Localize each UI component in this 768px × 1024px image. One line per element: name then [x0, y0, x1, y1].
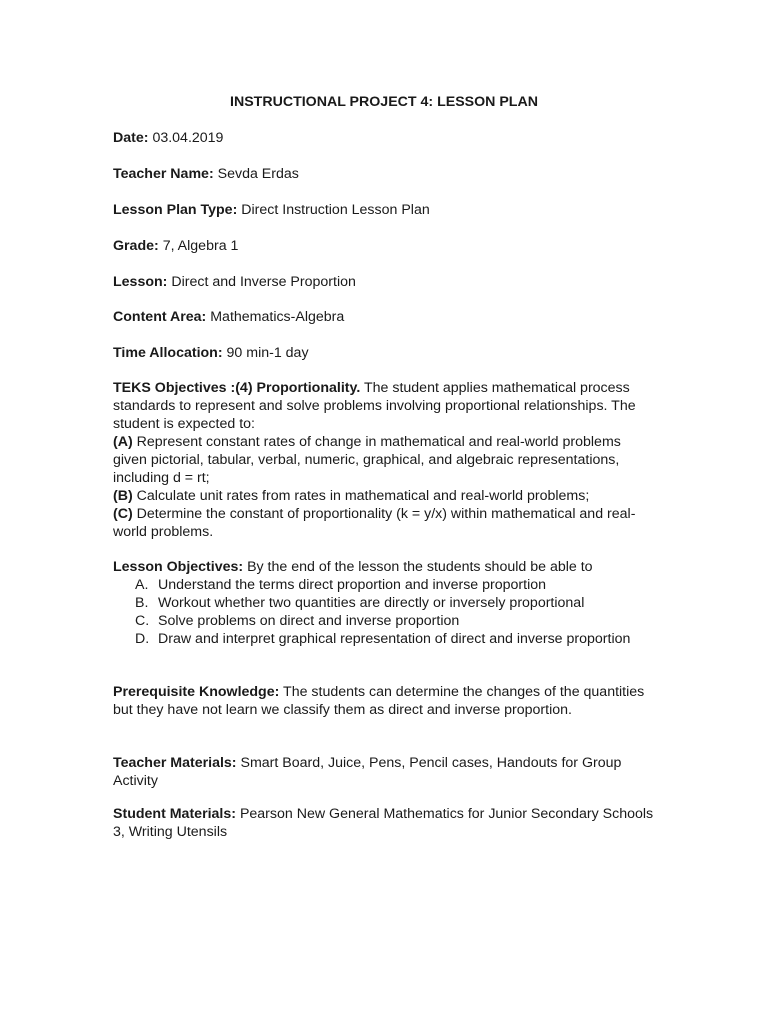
student-materials-section [113, 805, 658, 841]
teacher-materials-section [113, 754, 658, 790]
lesson-plan-type-line [113, 201, 658, 219]
list-item [113, 612, 658, 630]
list-item-text: Draw and interpret graphical representation of direct and inverse proportion [158, 631, 631, 647]
document-title: INSTRUCTIONAL PROJECT 4: LESSON PLAN [230, 94, 538, 110]
teacher-name-line [113, 165, 658, 183]
content-area-label: Content Area: [113, 309, 207, 325]
teks-item-text: Calculate unit rates from rates in mathematical and real-world problems; [136, 488, 590, 504]
list-item-letter: B. [135, 595, 149, 611]
time-allocation-value: 90 min-1 day [226, 345, 309, 361]
lesson-objectives-section [113, 558, 658, 648]
teks-intro: The student applies mathematical process standards to represent and solve problems involving proportional relationships. The student is expected to: [113, 380, 636, 432]
list-item-text: Workout whether two quantities are directly or inversely proportional [158, 595, 585, 611]
prerequisite-label: Prerequisite Knowledge: [113, 684, 280, 700]
prerequisite-text: The students can determine the changes of the quantities but they have not learn we classify them as direct and inverse proportion. [113, 684, 645, 718]
grade-line [113, 237, 658, 255]
list-item [113, 594, 658, 612]
lesson-label: Lesson: [113, 274, 168, 290]
teks-item-tag: (C) [113, 506, 133, 522]
student-materials-label: Student Materials: [113, 806, 236, 822]
lesson-plan-type-value: Direct Instruction Lesson Plan [241, 202, 430, 218]
lesson-plan-type-label: Lesson Plan Type: [113, 202, 238, 218]
list-item [113, 576, 658, 594]
lesson-line [113, 273, 658, 291]
date-line [113, 129, 658, 147]
teks-item-tag: (B) [113, 488, 133, 504]
time-allocation-label: Time Allocation: [113, 345, 223, 361]
prerequisite-knowledge-section [113, 683, 658, 719]
teks-objectives-section [113, 379, 658, 541]
teacher-name-label: Teacher Name: [113, 166, 214, 182]
lesson-objectives-intro [113, 558, 658, 576]
time-allocation-line [113, 344, 658, 362]
teks-item [113, 487, 658, 505]
list-item [113, 630, 658, 648]
student-materials-text: Pearson New General Mathematics for Junior Secondary Schools 3, Writing Utensils [113, 806, 654, 840]
content-area-line [113, 308, 658, 326]
grade-label: Grade: [113, 238, 159, 254]
lesson-objectives-label: Lesson Objectives: [113, 559, 244, 575]
teks-label: TEKS Objectives :(4) Proportionality. [113, 380, 361, 396]
date-label: Date: [113, 130, 149, 146]
teks-item [113, 433, 658, 487]
teacher-materials-text: Smart Board, Juice, Pens, Pencil cases, Handouts for Group Activity [113, 755, 622, 789]
teks-intro-paragraph [113, 379, 658, 433]
teks-item-text: Determine the constant of proportionality (k = y/x) within mathematical and real-world problems. [113, 506, 636, 540]
lesson-objectives-list [113, 576, 658, 648]
teks-item [113, 505, 658, 541]
list-item-letter: A. [135, 577, 149, 593]
list-item-text: Solve problems on direct and inverse proportion [158, 613, 460, 629]
teacher-name-value: Sevda Erdas [217, 166, 299, 182]
teks-item-tag: (A) [113, 434, 133, 450]
teacher-materials-label: Teacher Materials: [113, 755, 237, 771]
date-value: 03.04.2019 [152, 130, 224, 146]
list-item-letter: D. [135, 631, 150, 647]
grade-value: 7, Algebra 1 [162, 238, 239, 254]
lesson-value: Direct and Inverse Proportion [171, 274, 356, 290]
list-item-text: Understand the terms direct proportion and inverse proportion [158, 577, 547, 593]
content-area-value: Mathematics-Algebra [210, 309, 345, 325]
teks-item-text: Represent constant rates of change in mathematical and real-world problems given pictorial, tabular, verbal, numeric, graphical, and algebraic representations, including d = rt; [113, 434, 621, 486]
list-item-letter: C. [135, 613, 150, 629]
lesson-objectives-intro-text: By the end of the lesson the students should be able to [247, 559, 593, 575]
